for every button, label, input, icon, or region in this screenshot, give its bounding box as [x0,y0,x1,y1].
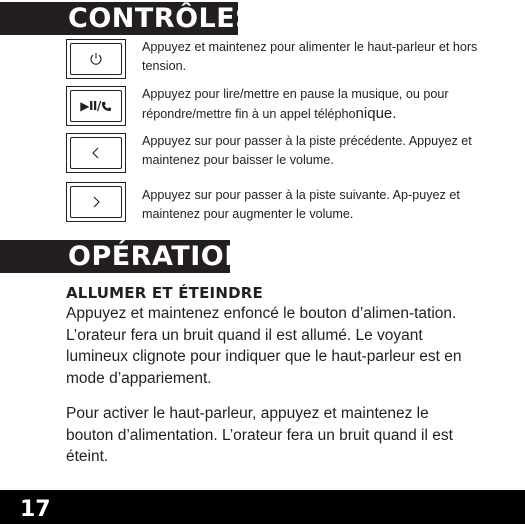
play-pause-description-main: Appuyez pour lire/mettre en pause la musique, ou pour répondre/mettre fin à un appel télépho [142,87,449,121]
power-button-illustration [66,39,126,79]
operation-paragraph-1: Appuyez et maintenez enfoncé le bouton d’alimen-tation. L’orateur fera un bruit quand il est allumé. Le voyant lumineux clignote pour indiquer que le haut-parleur est en mode d’appariement. [66,305,462,387]
page-number: 17 [20,497,51,522]
operation-paragraph-2: Pour activer le haut-parleur, appuyez et maintenez le bouton d’alimentation. L’orateur fera un bruit quand il est éteint. [66,405,453,465]
play-pause-button-illustration [66,86,126,126]
operation-heading: ALLUMER ET ÉTEINDRE [66,284,263,302]
power-description: Appuyez et maintenez pour alimenter le haut-parleur et hors tension. [142,40,478,73]
power-icon [89,52,103,66]
play-pause-icon-text: ▶II/ [80,99,101,113]
operation-section-title: OPÉRATION [68,241,248,272]
next-description: Appuyez sur pour passer à la piste suivante. Ap-puyez et maintenez pour augmenter le volume. [142,188,460,221]
phone-icon [101,101,112,112]
previous-description: Appuyez sur pour passer à la piste précédente. Appuyez et maintenez pour baisser le volume. [142,134,472,167]
previous-button-illustration [66,133,126,173]
next-chevron-icon [91,195,101,209]
next-button-illustration [66,182,126,222]
controls-section-title: CONTRÔLES [68,3,256,34]
play-pause-description-tail: nique. [355,105,397,122]
play-pause-description [142,85,487,124]
play-pause-phone-icon [80,99,112,113]
footer-bar [0,490,525,524]
previous-chevron-icon [91,146,101,160]
